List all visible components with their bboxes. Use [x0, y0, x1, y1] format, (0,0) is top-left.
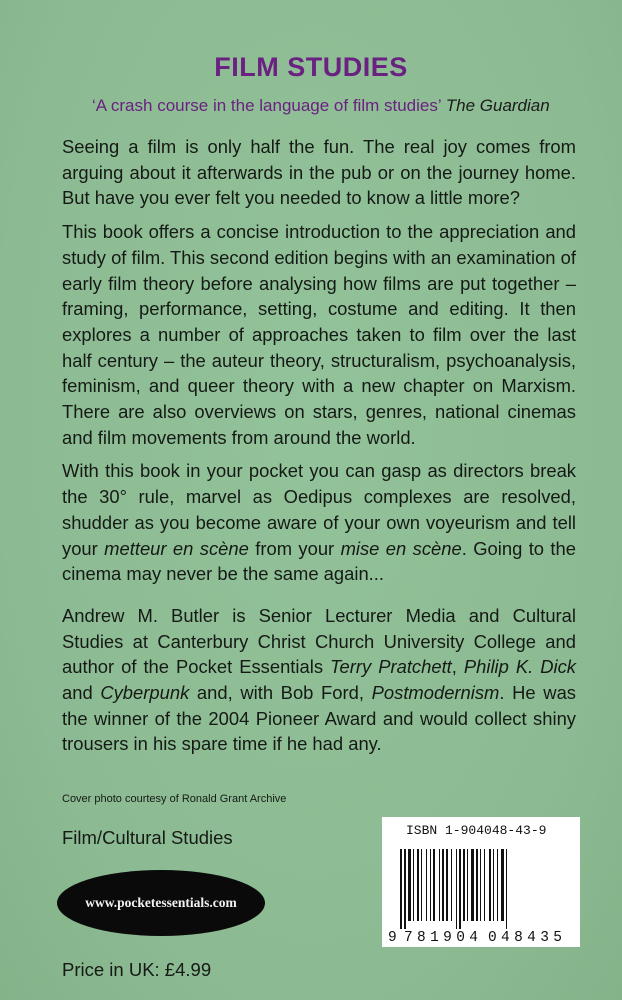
barcode-bar [439, 849, 440, 921]
barcode-bar [459, 849, 461, 929]
barcode-bar [506, 849, 507, 929]
barcode-digit-lead: 9 [388, 930, 397, 945]
barcode-bar [404, 849, 406, 929]
website-badge [57, 870, 265, 936]
review-quote [92, 96, 592, 116]
barcode-bar [480, 849, 481, 921]
blurb-paragraph-2: This book offers a concise introduction to the appreciation and study of film. This second edition begins with an examination of early film theory before analysing how films are put together – framing, performance, setting, costume and editing. It then explores a number of approaches taken to film over the last half century – the auteur theory, structuralism, psychoanalysis, feminism, and queer theory with a new chapter on Marxism. There are also overviews on stars, genres, national cinemas and film movements from around the world. [62, 221, 576, 448]
barcode-bar [426, 849, 427, 921]
quote-source: The Guardian [445, 96, 550, 115]
barcode-bar [463, 849, 465, 921]
barcode-bar [467, 849, 468, 921]
barcode-bar [408, 849, 411, 921]
barcode-bar [451, 849, 452, 921]
barcode-bar [417, 849, 419, 921]
barcode-bar [471, 849, 474, 921]
barcode-box [382, 817, 580, 947]
barcode-bar [421, 849, 422, 921]
quote-text: ‘A crash course in the language of film studies’ [92, 96, 442, 115]
photo-credit: Cover photo courtesy of Ronald Grant Archive [62, 793, 287, 805]
page-title: FILM STUDIES [214, 52, 408, 82]
isbn-label: ISBN 1-904048-43-9 [406, 823, 547, 838]
barcode-bar [501, 849, 504, 921]
barcode [388, 849, 574, 945]
blurb-paragraph-1: Seeing a film is only half the fun. The real joy comes from arguing about it afterwards in the pub or on the journey home. But have you ever felt you needed to know a little more? [62, 136, 576, 209]
barcode-bar [456, 849, 457, 929]
price-label: Price in UK: £4.99 [62, 959, 212, 980]
barcode-bar [493, 849, 494, 921]
barcode-digits-right: 048435 [488, 930, 562, 945]
barcode-bar [430, 849, 431, 921]
barcode-digits-left: 781904 [404, 930, 478, 945]
website-link[interactable]: www.pocketessentials.com [85, 895, 237, 910]
barcode-bar [433, 849, 435, 921]
barcode-bar [489, 849, 491, 921]
barcode-bar [400, 849, 402, 929]
barcode-bars [400, 849, 507, 929]
barcode-bar [476, 849, 478, 921]
barcode-bar [497, 849, 498, 921]
blurb [62, 134, 576, 765]
barcode-bar [446, 849, 448, 921]
barcode-bar [413, 849, 414, 921]
category-label: Film/Cultural Studies [62, 827, 233, 848]
author-bio: Andrew M. Butler is Senior Lecturer Media and Cultural Studies at Canterbury Christ Church University College and author of the Pocket Essentials Terry Pratchett, Philip K. Dick and Cyberpunk and, with Bob Ford, Postmodernism. He was the winner of the 2004 Pioneer Award and would collect shiny trousers in his spare time if he had any. [62, 604, 576, 755]
blurb-paragraph-3: With this book in your pocket you can gasp as directors break the 30° rule, marvel as Oedipus complexes are resolved, shudder as you become aware of your own voyeurism and tell your metteur en scène from your mise en scène. Going to the cinema may never be the same again... [62, 460, 576, 585]
barcode-bar [484, 849, 485, 921]
barcode-bar [442, 849, 444, 921]
